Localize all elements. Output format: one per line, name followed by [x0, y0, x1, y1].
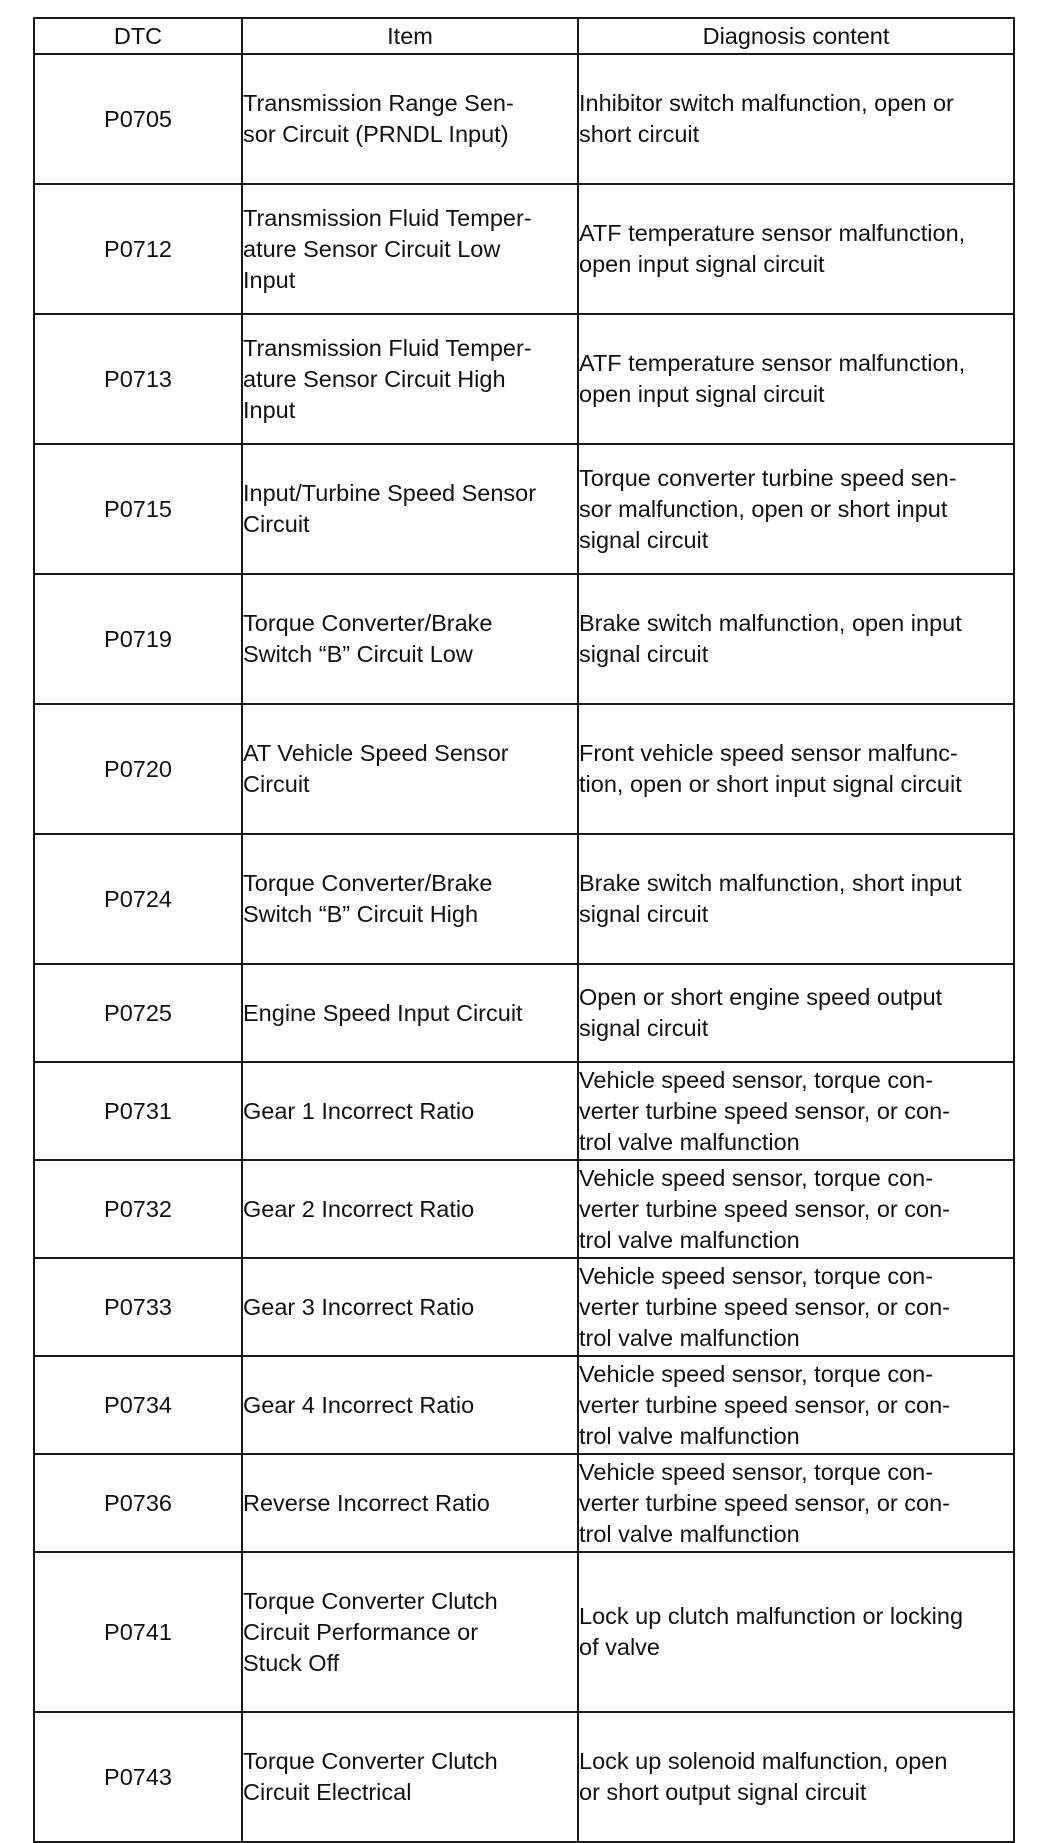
- dtc-code-cell: P0731: [34, 1062, 242, 1160]
- item-line: Gear 2 Incorrect Ratio: [243, 1195, 475, 1222]
- table-row: [34, 1552, 1014, 1712]
- table-body: [34, 54, 1014, 1842]
- diagnosis-line: verter turbine speed sensor, or con-: [579, 1489, 950, 1516]
- diagnosis-line: trol valve malfunction: [579, 1226, 800, 1253]
- dtc-code-cell: P0705: [34, 54, 242, 184]
- item-line: Stuck Off: [243, 1649, 340, 1676]
- dtc-code-cell: P0719: [34, 574, 242, 704]
- item-line: Circuit Electrical: [243, 1779, 412, 1805]
- table-row: [34, 1258, 1014, 1356]
- dtc-code-cell: P0712: [34, 184, 242, 314]
- dtc-code-cell: P0733: [34, 1258, 242, 1356]
- diagnosis-line: verter turbine speed sensor, or con-: [579, 1293, 950, 1320]
- table-row: [34, 1160, 1014, 1258]
- diagnosis-line: signal circuit: [579, 641, 709, 667]
- item-cell: [242, 1160, 578, 1258]
- diagnosis-line: verter turbine speed sensor, or con-: [579, 1097, 950, 1124]
- item-line: Torque Converter/Brake: [243, 870, 493, 896]
- diagnosis-cell: [578, 964, 1014, 1062]
- diagnosis-line: tion, open or short input signal circuit: [579, 771, 962, 797]
- diagnosis-line: trol valve malfunction: [579, 1520, 800, 1547]
- diagnosis-line: Lock up clutch malfunction or locking: [579, 1603, 964, 1629]
- item-line: ature Sensor Circuit High: [243, 365, 506, 392]
- diagnosis-cell: [578, 1712, 1014, 1842]
- item-cell: [242, 1258, 578, 1356]
- item-cell: [242, 1712, 578, 1842]
- diagnosis-line: signal circuit: [579, 901, 709, 927]
- dtc-code-cell: P0720: [34, 704, 242, 834]
- item-line: ature Sensor Circuit Low: [243, 235, 501, 262]
- diagnosis-line: Brake switch malfunction, open input: [579, 610, 962, 636]
- item-cell: [242, 1062, 578, 1160]
- diagnosis-line: Vehicle speed sensor, torque con-: [579, 1458, 934, 1485]
- dtc-code-cell: P0734: [34, 1356, 242, 1454]
- table-row: [34, 704, 1014, 834]
- item-line: Input: [243, 396, 296, 423]
- diagnosis-cell: [578, 1258, 1014, 1356]
- diagnosis-line: signal circuit: [579, 1015, 709, 1041]
- table-row: [34, 574, 1014, 704]
- item-cell: [242, 1552, 578, 1712]
- diagnosis-cell: [578, 184, 1014, 314]
- dtc-code-cell: P0713: [34, 314, 242, 444]
- table-row: [34, 184, 1014, 314]
- item-line: Input: [243, 266, 296, 293]
- item-line: Transmission Range Sen-: [243, 90, 514, 116]
- item-line: Circuit: [243, 511, 310, 537]
- header-row: [34, 18, 1014, 54]
- diagnosis-line: Front vehicle speed sensor malfunc-: [579, 740, 958, 766]
- item-cell: [242, 1356, 578, 1454]
- diagnosis-cell: [578, 444, 1014, 574]
- table-row: [34, 54, 1014, 184]
- item-line: Torque Converter Clutch: [243, 1587, 498, 1614]
- item-line: Engine Speed Input Circuit: [243, 999, 523, 1026]
- item-line: Gear 4 Incorrect Ratio: [243, 1391, 475, 1418]
- item-line: Transmission Fluid Temper-: [243, 334, 532, 361]
- item-cell: [242, 834, 578, 964]
- diagnosis-line: short circuit: [579, 121, 700, 147]
- diagnosis-line: trol valve malfunction: [579, 1128, 800, 1155]
- diagnosis-line: or short output signal circuit: [579, 1779, 867, 1805]
- diagnosis-line: sor malfunction, open or short input: [579, 495, 948, 522]
- table-row: [34, 1454, 1014, 1552]
- dtc-table: [33, 17, 1015, 1843]
- diagnosis-line: Vehicle speed sensor, torque con-: [579, 1360, 934, 1387]
- item-line: sor Circuit (PRNDL Input): [243, 121, 509, 147]
- dtc-code-cell: P0741: [34, 1552, 242, 1712]
- table-row: [34, 1062, 1014, 1160]
- diagnosis-line: Vehicle speed sensor, torque con-: [579, 1164, 934, 1191]
- diagnosis-line: trol valve malfunction: [579, 1324, 800, 1351]
- diagnosis-line: Brake switch malfunction, short input: [579, 870, 962, 896]
- dtc-code-cell: P0732: [34, 1160, 242, 1258]
- table-row: [34, 964, 1014, 1062]
- dtc-code-cell: P0736: [34, 1454, 242, 1552]
- diagnosis-line: trol valve malfunction: [579, 1422, 800, 1449]
- dtc-code-cell: P0743: [34, 1712, 242, 1842]
- diagnosis-line: open input signal circuit: [579, 381, 825, 407]
- header-item: Item: [242, 18, 578, 54]
- dtc-code-cell: P0724: [34, 834, 242, 964]
- diagnosis-cell: [578, 1356, 1014, 1454]
- diagnosis-line: Vehicle speed sensor, torque con-: [579, 1262, 934, 1289]
- item-line: Circuit Performance or: [243, 1618, 479, 1645]
- item-cell: [242, 1454, 578, 1552]
- diagnosis-line: Lock up solenoid malfunction, open: [579, 1748, 948, 1774]
- table-row: [34, 1712, 1014, 1842]
- table-row: [34, 1356, 1014, 1454]
- table-row: [34, 834, 1014, 964]
- item-line: Transmission Fluid Temper-: [243, 204, 532, 231]
- item-cell: [242, 54, 578, 184]
- diagnosis-cell: [578, 1552, 1014, 1712]
- table-row: [34, 444, 1014, 574]
- diagnosis-line: ATF temperature sensor malfunction,: [579, 350, 966, 376]
- diagnosis-cell: [578, 574, 1014, 704]
- diagnosis-cell: [578, 1454, 1014, 1552]
- diagnosis-line: Vehicle speed sensor, torque con-: [579, 1066, 934, 1093]
- item-line: Switch “B” Circuit High: [243, 901, 479, 927]
- item-line: Reverse Incorrect Ratio: [243, 1489, 490, 1516]
- diagnosis-cell: [578, 314, 1014, 444]
- item-line: Switch “B” Circuit Low: [243, 641, 473, 667]
- diagnosis-cell: [578, 1160, 1014, 1258]
- item-line: Input/Turbine Speed Sensor: [243, 480, 537, 506]
- item-line: AT Vehicle Speed Sensor: [243, 740, 509, 766]
- diagnosis-line: verter turbine speed sensor, or con-: [579, 1391, 950, 1418]
- diagnosis-cell: [578, 704, 1014, 834]
- diagnosis-line: ATF temperature sensor malfunction,: [579, 220, 966, 246]
- item-line: Gear 1 Incorrect Ratio: [243, 1097, 475, 1124]
- table-row: [34, 314, 1014, 444]
- item-line: Torque Converter Clutch: [243, 1748, 498, 1774]
- diagnosis-line: Open or short engine speed output: [579, 984, 943, 1010]
- item-line: Circuit: [243, 771, 310, 797]
- item-cell: [242, 704, 578, 834]
- diagnosis-cell: [578, 1062, 1014, 1160]
- item-cell: [242, 184, 578, 314]
- diagnosis-line: of valve: [579, 1634, 660, 1660]
- dtc-code-cell: P0715: [34, 444, 242, 574]
- diagnosis-line: Torque converter turbine speed sen-: [579, 464, 957, 491]
- item-line: Gear 3 Incorrect Ratio: [243, 1293, 475, 1320]
- header-dtc: DTC: [34, 18, 242, 54]
- item-line: Torque Converter/Brake: [243, 610, 493, 636]
- diagnosis-line: open input signal circuit: [579, 251, 825, 277]
- diagnosis-cell: [578, 54, 1014, 184]
- diagnosis-line: verter turbine speed sensor, or con-: [579, 1195, 950, 1222]
- item-cell: [242, 314, 578, 444]
- diagnosis-cell: [578, 834, 1014, 964]
- item-cell: [242, 444, 578, 574]
- item-cell: [242, 574, 578, 704]
- dtc-code-cell: P0725: [34, 964, 242, 1062]
- item-cell: [242, 964, 578, 1062]
- header-diagnosis: Diagnosis content: [578, 18, 1014, 54]
- diagnosis-line: Inhibitor switch malfunction, open or: [579, 90, 954, 116]
- diagnosis-line: signal circuit: [579, 526, 709, 553]
